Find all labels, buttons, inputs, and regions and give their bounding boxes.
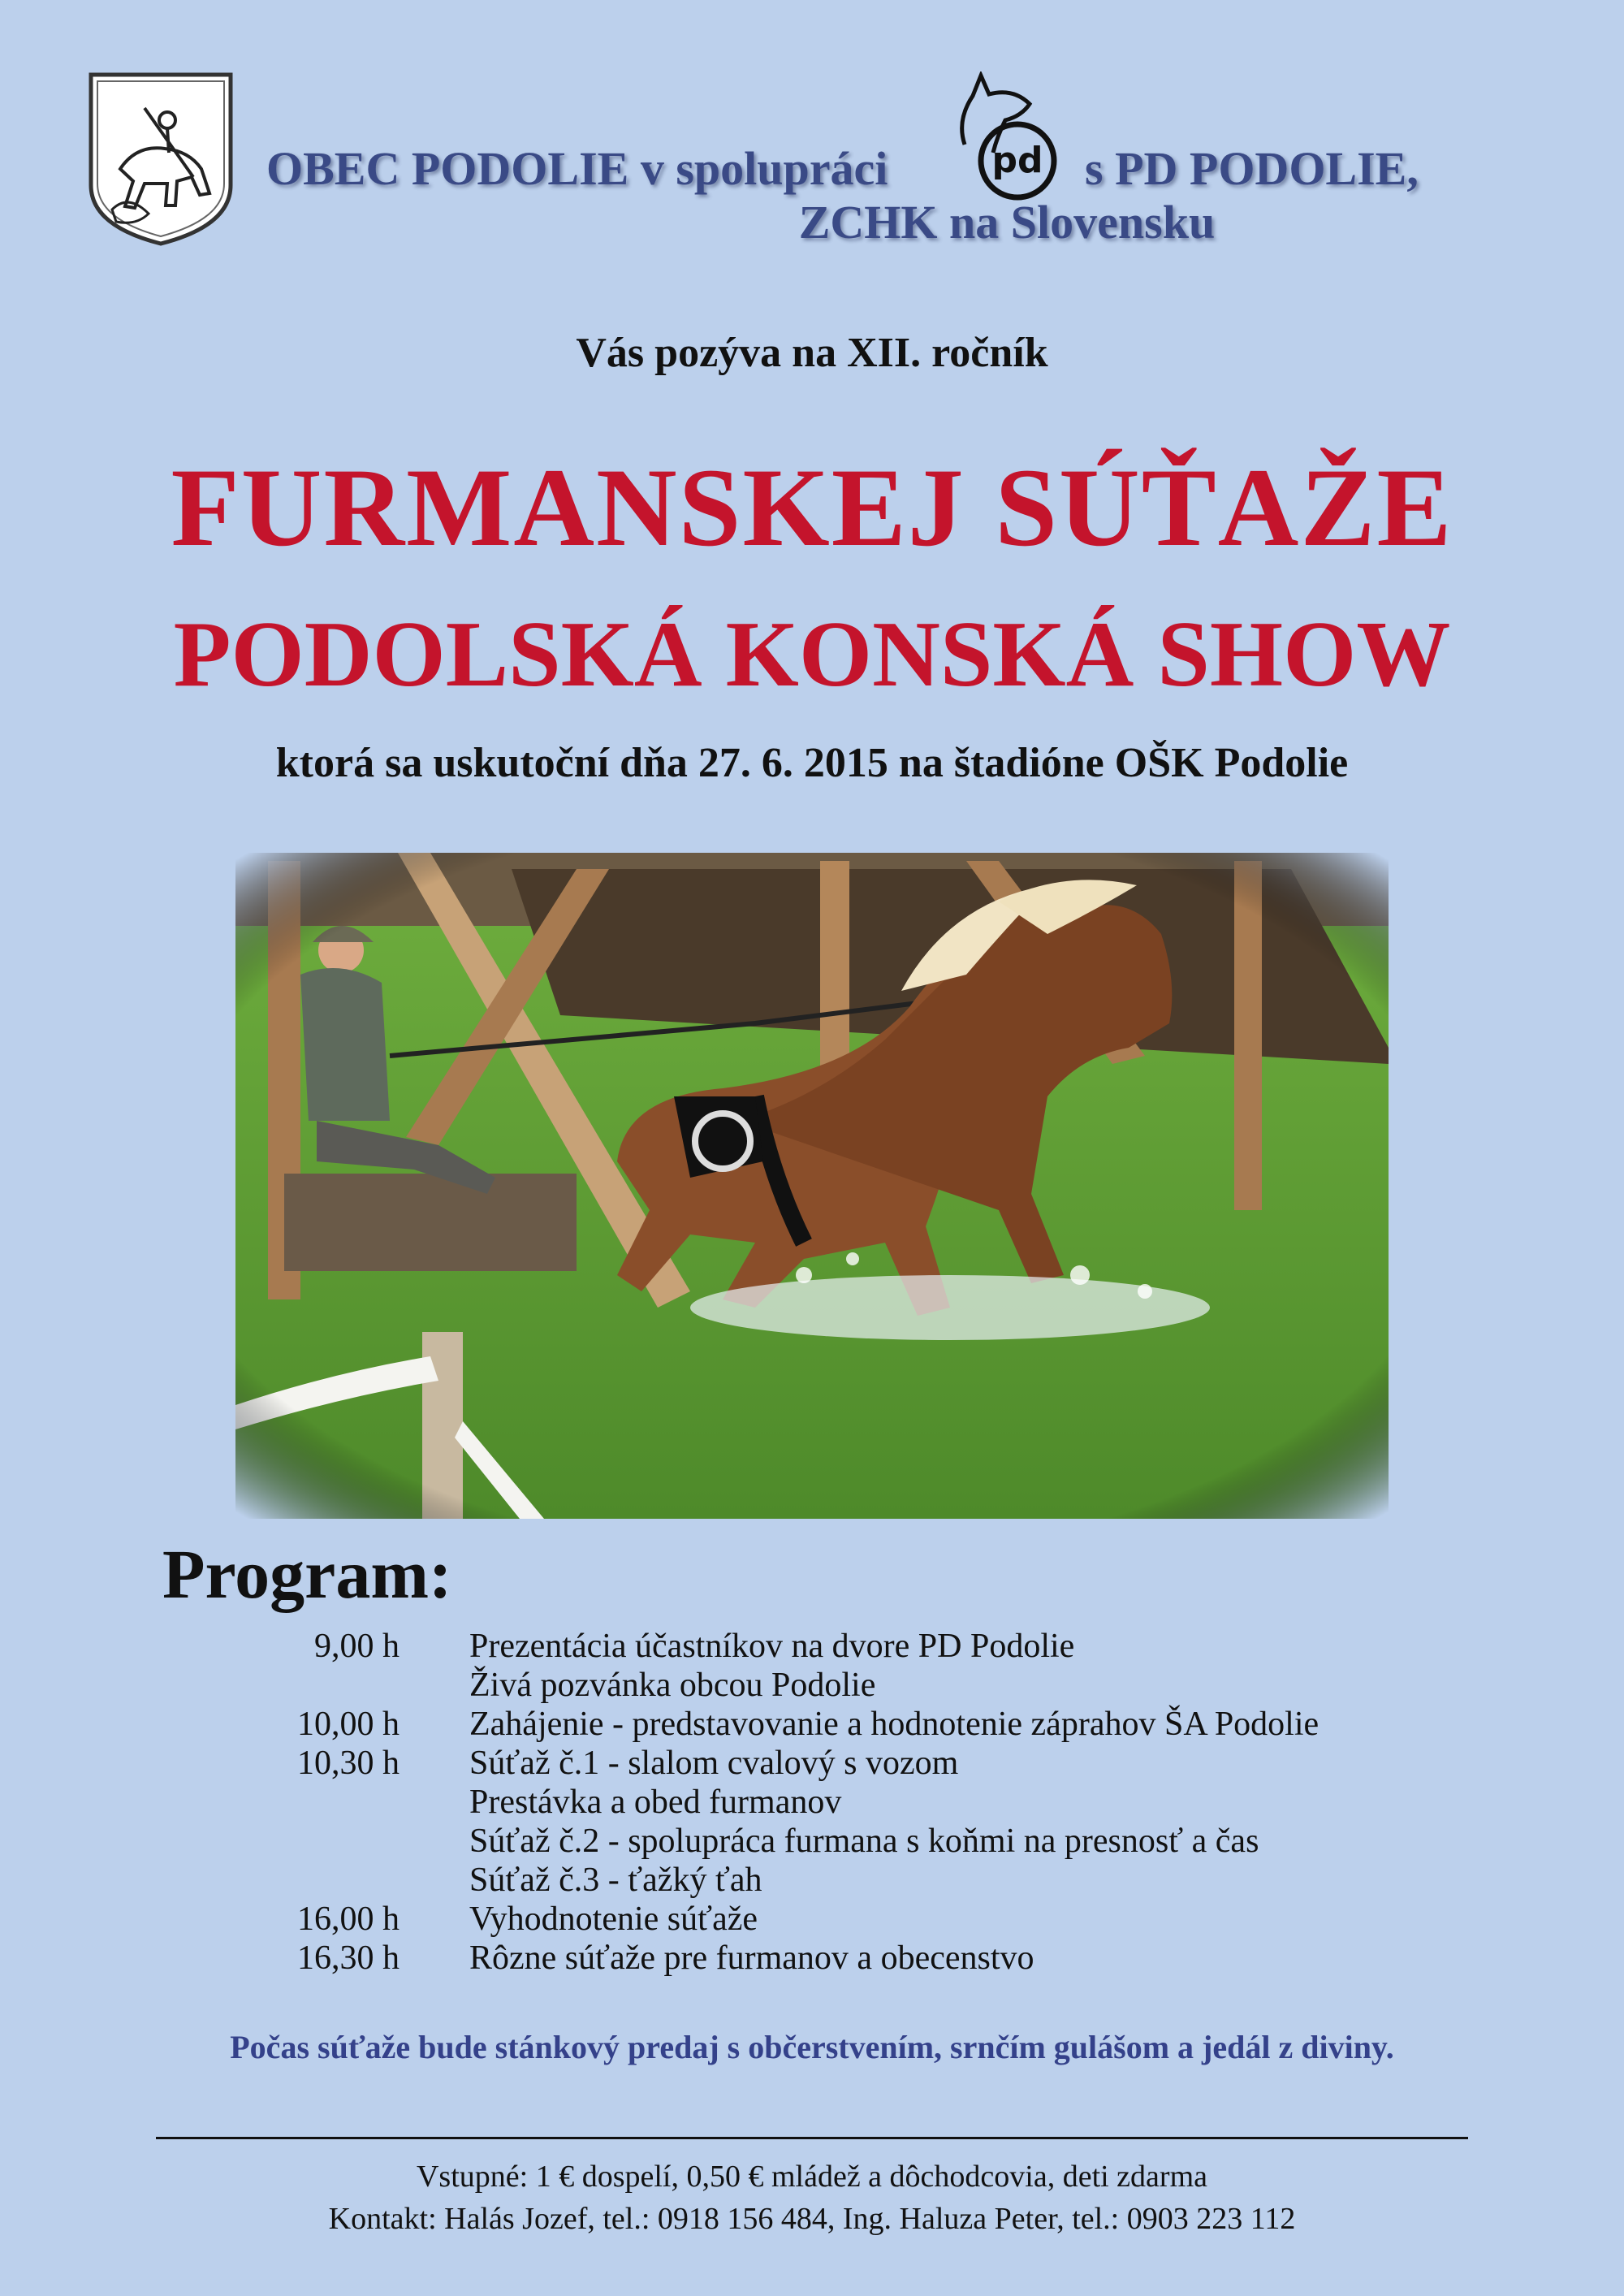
program-row <box>0 1861 1624 1900</box>
refreshment-note: Počas súťaže bude stánkový predaj s občerstvením, srnčím gulášom a jedál z diviny. <box>230 2029 1394 2065</box>
program-row <box>0 1822 1624 1861</box>
program-row <box>0 1783 1624 1822</box>
header-line1-left: OBEC PODOLIE v spolupráci <box>266 142 888 195</box>
horse-team-photo <box>235 853 1389 1519</box>
contact-line: Kontakt: Halás Jozef, tel.: 0918 156 484, Ing. Haluza Peter, tel.: 0903 223 112 <box>328 2202 1296 2236</box>
program-row <box>0 1627 1624 1666</box>
program-desc: Zahájenie - predstavovanie a hodnotenie záprahov ŠA Podolie <box>469 1706 1320 1743</box>
program-desc: Vyhodnotenie súťaže <box>469 1900 758 1938</box>
sub-title: PODOLSKÁ KONSKÁ SHOW <box>173 603 1451 707</box>
program-time: 16,00 h <box>297 1900 400 1938</box>
admission-line: Vstupné: 1 € dospelí, 0,50 € mládež a dôchodcovia, deti zdarma <box>416 2160 1207 2194</box>
program-time: 16,30 h <box>297 1939 400 1977</box>
program-desc: Rôzne súťaže pre furmanov a obecenstvo <box>469 1939 1034 1977</box>
program-row <box>0 1939 1624 1978</box>
header-line2-text: ZCHK na Slovensku <box>798 196 1216 249</box>
program-row <box>0 1744 1624 1783</box>
program-time: 9,00 h <box>314 1628 400 1665</box>
header-line2 <box>0 195 1624 249</box>
program-row <box>0 1705 1624 1744</box>
horse-pd-logo-icon <box>948 71 1062 201</box>
program-desc: Súťaž č.2 - spolupráca furmana s koňmi na presnosť a čas <box>469 1823 1259 1860</box>
program-time: 10,30 h <box>297 1745 400 1782</box>
svg-text:pd: pd <box>991 140 1043 181</box>
program-desc: Prezentácia účastníkov na dvore PD Podolie <box>469 1628 1075 1665</box>
program-desc: Prestávka a obed furmanov <box>469 1784 842 1821</box>
invite-text: Vás pozýva na XII. ročník <box>576 330 1048 376</box>
event-date-line: ktorá sa uskutoční dňa 27. 6. 2015 na štadióne OŠK Podolie <box>275 740 1349 786</box>
header-line1-right: s PD PODOLIE, <box>1085 142 1419 195</box>
program-time: 10,00 h <box>297 1706 400 1743</box>
program-desc: Súťaž č.3 - ťažký ťah <box>469 1861 762 1899</box>
divider <box>156 2137 1468 2139</box>
program-heading: Program: <box>162 1535 452 1613</box>
main-title: FURMANSKEJ SÚŤAŽE <box>171 445 1453 569</box>
program-row <box>0 1666 1624 1705</box>
program-row <box>0 1900 1624 1939</box>
program-desc: Súťaž č.1 - slalom cvalový s vozom <box>469 1745 959 1782</box>
program-desc: Živá pozvánka obcou Podolie <box>469 1667 876 1704</box>
